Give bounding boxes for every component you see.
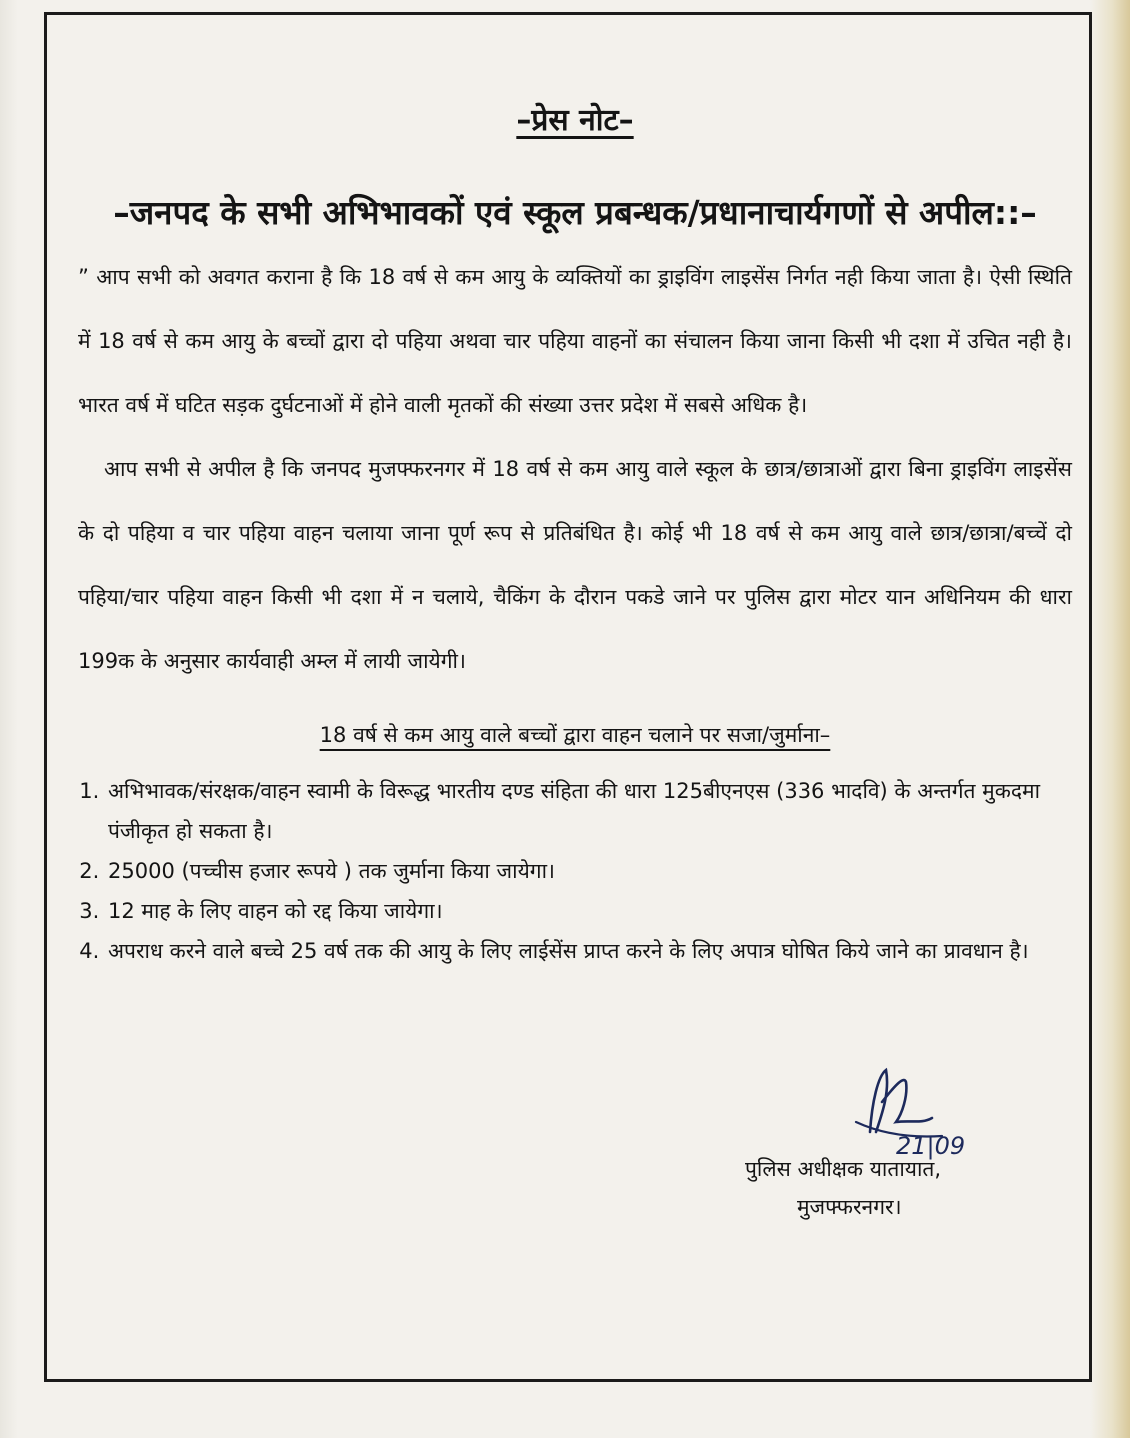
penalty-item: 2. 25000 (पच्चीस हजार रूपये ) तक जुर्माना किया जायेगा। [106,851,1072,891]
signoff-block [745,1150,1045,1226]
paragraph-appeal: आप सभी से अपील है कि जनपद मुजफ्फरनगर में 18 वर्ष से कम आयु वाले स्कूल के छात्र/छात्राओं द्वारा बिना ड्राइविंग लाइसेंस के दो पहिया व चार पहिया वाहन चलाया जाना पूर्ण रूप से प्रतिबंधित है। कोई भी 18 वर्ष से कम आयु वाले छात्र/छात्रा/बच्चें दो पहिया/चार पहिया वाहन किसी भी दशा में न चलाये, चैकिंग के दौरान पकडे जाने पर पुलिस द्वारा मोटर यान अधिनियम की धारा 199क के अनुसार कार्यवाही अम्ल में लायी जायेगी। [78,457,1072,673]
signoff-place: मुजफ्फरनगर। [797,1195,902,1219]
penalty-item: 1. अभिभावक/संरक्षक/वाहन स्वामी के विरूद्ध भारतीय दण्ड संहिता की धारा 125बीएनएस (336 भादवि) के अन्तर्गत मुकदमा पंजीकृत हो सकता है। [106,771,1072,851]
signature-date: 21|09 [896,1132,966,1160]
penalty-list [78,771,1072,971]
penalty-heading: 18 वर्ष से कम आयु वाले बच्चों द्वारा वाहन चलाने पर सजा/जुर्माना– [319,723,831,747]
press-note-heading: –प्रेस नोट– [516,103,634,138]
press-note-body [78,98,1072,971]
scan-edge-left [0,0,18,1438]
signoff-designation: पुलिस अधीक्षक यातायात, [745,1157,942,1181]
appeal-title: –जनपद के सभी अभिभावकों एवं स्कूल प्रबन्धक/प्रधानाचार्यगणों से अपील::– [113,193,1037,232]
paragraph-intro: ” आप सभी को अवगत कराना है कि 18 वर्ष से कम आयु के व्यक्तियों का ड्राइविंग लाइसेंस निर्गत नही किया जाता है। ऐसी स्थिति में 18 वर्ष से कम आयु के बच्चों द्वारा दो पहिया अथवा चार पहिया वाहनों का संचालन किया जाना किसी भी दशा में उचित नही है। भारत वर्ष में घटित सड़क दुर्घटनाओं में होने वाली मृतकों की संख्या उत्तर प्रदेश में सबसे अधिक है। [78,265,1072,417]
penalty-item: 3. 12 माह के लिए वाहन को रद्द किया जायेगा। [106,891,1072,931]
scan-edge-right [1090,0,1130,1438]
handwritten-signature [852,1062,992,1162]
penalty-item: 4. अपराध करने वाले बच्चे 25 वर्ष तक की आयु के लिए लाईसेंस प्राप्त करने के लिए अपात्र घोषित किये जाने का प्रावधान है। [106,931,1072,971]
